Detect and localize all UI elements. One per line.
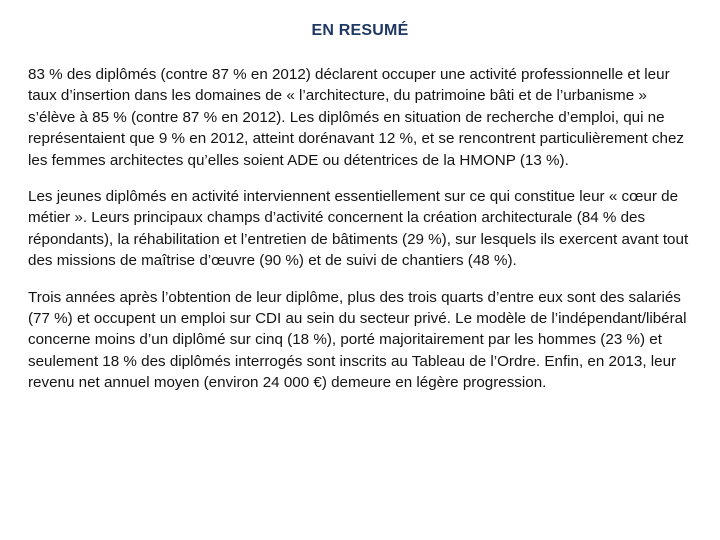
paragraph-activity-fields: Les jeunes diplômés en activité interviennent essentiellement sur ce qui constitue leur « cœur de métier ». Leurs principaux champs d’activité concernent la création architecturale (84 % des répondants), la réhabilitation et l’entretien de bâtiments (29 %), sur lesquels ils exercent avant tout des missions de maîtrise d’œuvre (90 %) et de suivi de chantiers (48 %). [28, 188, 689, 270]
slide-title: EN RESUMÉ [311, 22, 409, 39]
summary-body [28, 64, 696, 409]
paragraph-employment-status: Trois années après l’obtention de leur diplôme, plus des trois quarts d’entre eux sont des salariés (77 %) et occupent un emploi sur CDI au sein du secteur privé. Le modèle de l’indépendant/libéral concerne moins d’un diplômé sur cinq (18 %), porté majoritairement par les hommes (23 %) et seulement 18 % des diplômés interrogés sont inscrits au Tableau de l’Ordre. Enfin, en 2013, leur revenu net annuel moyen (environ 24 000 €) demeure en légère progression. [28, 288, 687, 392]
paragraph-insertion: 83 % des diplômés (contre 87 % en 2012) déclarent occuper une activité professionnelle et leur taux d’insertion dans les domaines de « l’architecture, du patrimoine bâti et de l’urbanisme » s’élève à 85 % (contre 87 % en 2012). Les diplômés en situation de recherche d’emploi, qui ne représentaient que 9 % en 2012, atteint dorénavant 12 %, et se rencontrent particulièrement chez les femmes architectes qu’elles soient ADE ou détentrices de la HMONP (13 %). [28, 66, 685, 169]
